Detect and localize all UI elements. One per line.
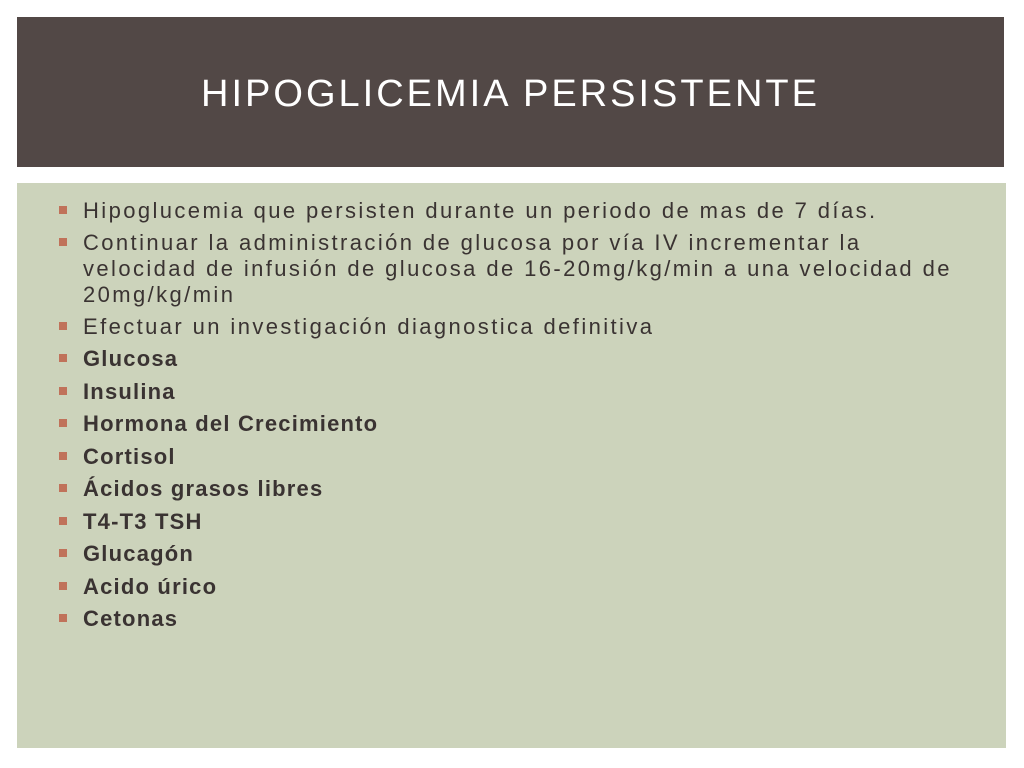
bullet-item xyxy=(57,476,977,502)
square-bullet-icon xyxy=(59,387,67,395)
bullet-text: Acido úrico xyxy=(83,573,218,599)
bullet-item xyxy=(57,606,977,632)
bullet-item xyxy=(57,444,977,470)
square-bullet-icon xyxy=(59,484,67,492)
square-bullet-icon xyxy=(59,238,67,246)
slide-title: HIPOGLICEMIA PERSISTENTE xyxy=(201,72,820,115)
square-bullet-icon xyxy=(59,517,67,525)
square-bullet-icon xyxy=(59,206,67,214)
bullet-list xyxy=(57,198,977,639)
bullet-text: Insulina xyxy=(83,378,176,404)
bullet-text: Glucosa xyxy=(83,346,179,371)
bullet-text: Hormona del Crecimiento xyxy=(83,411,379,436)
bullet-item xyxy=(57,198,977,224)
square-bullet-icon xyxy=(59,614,67,622)
square-bullet-icon xyxy=(59,419,67,427)
bullet-item xyxy=(57,411,977,437)
bullet-item xyxy=(57,509,977,535)
bullet-item xyxy=(57,314,977,340)
square-bullet-icon xyxy=(59,549,67,557)
bullet-text: Cetonas xyxy=(83,606,179,631)
bullet-text: T4-T3 TSH xyxy=(83,508,203,534)
bullet-text: Efectuar un investigación diagnostica definitiva xyxy=(83,314,655,339)
square-bullet-icon xyxy=(59,354,67,362)
square-bullet-icon xyxy=(59,582,67,590)
square-bullet-icon xyxy=(59,452,67,460)
bullet-item xyxy=(57,379,977,405)
bullet-text: Hipoglucemia que persisten durante un periodo de mas de 7 días. xyxy=(83,198,878,223)
content-panel xyxy=(17,183,1006,748)
bullet-text: Continuar la administración de glucosa por vía IV incrementar la velocidad de infusión de glucosa de 16-20mg/kg/min a una velocidad de 20mg/kg/min xyxy=(83,230,952,307)
bullet-text: Cortisol xyxy=(83,443,176,469)
bullet-item xyxy=(57,574,977,600)
bullet-item xyxy=(57,541,977,567)
bullet-item xyxy=(57,230,977,308)
bullet-text: Glucagón xyxy=(83,541,195,566)
bullet-item xyxy=(57,346,977,372)
square-bullet-icon xyxy=(59,322,67,330)
bullet-text: Ácidos grasos libres xyxy=(83,476,324,501)
title-banner xyxy=(17,17,1004,167)
